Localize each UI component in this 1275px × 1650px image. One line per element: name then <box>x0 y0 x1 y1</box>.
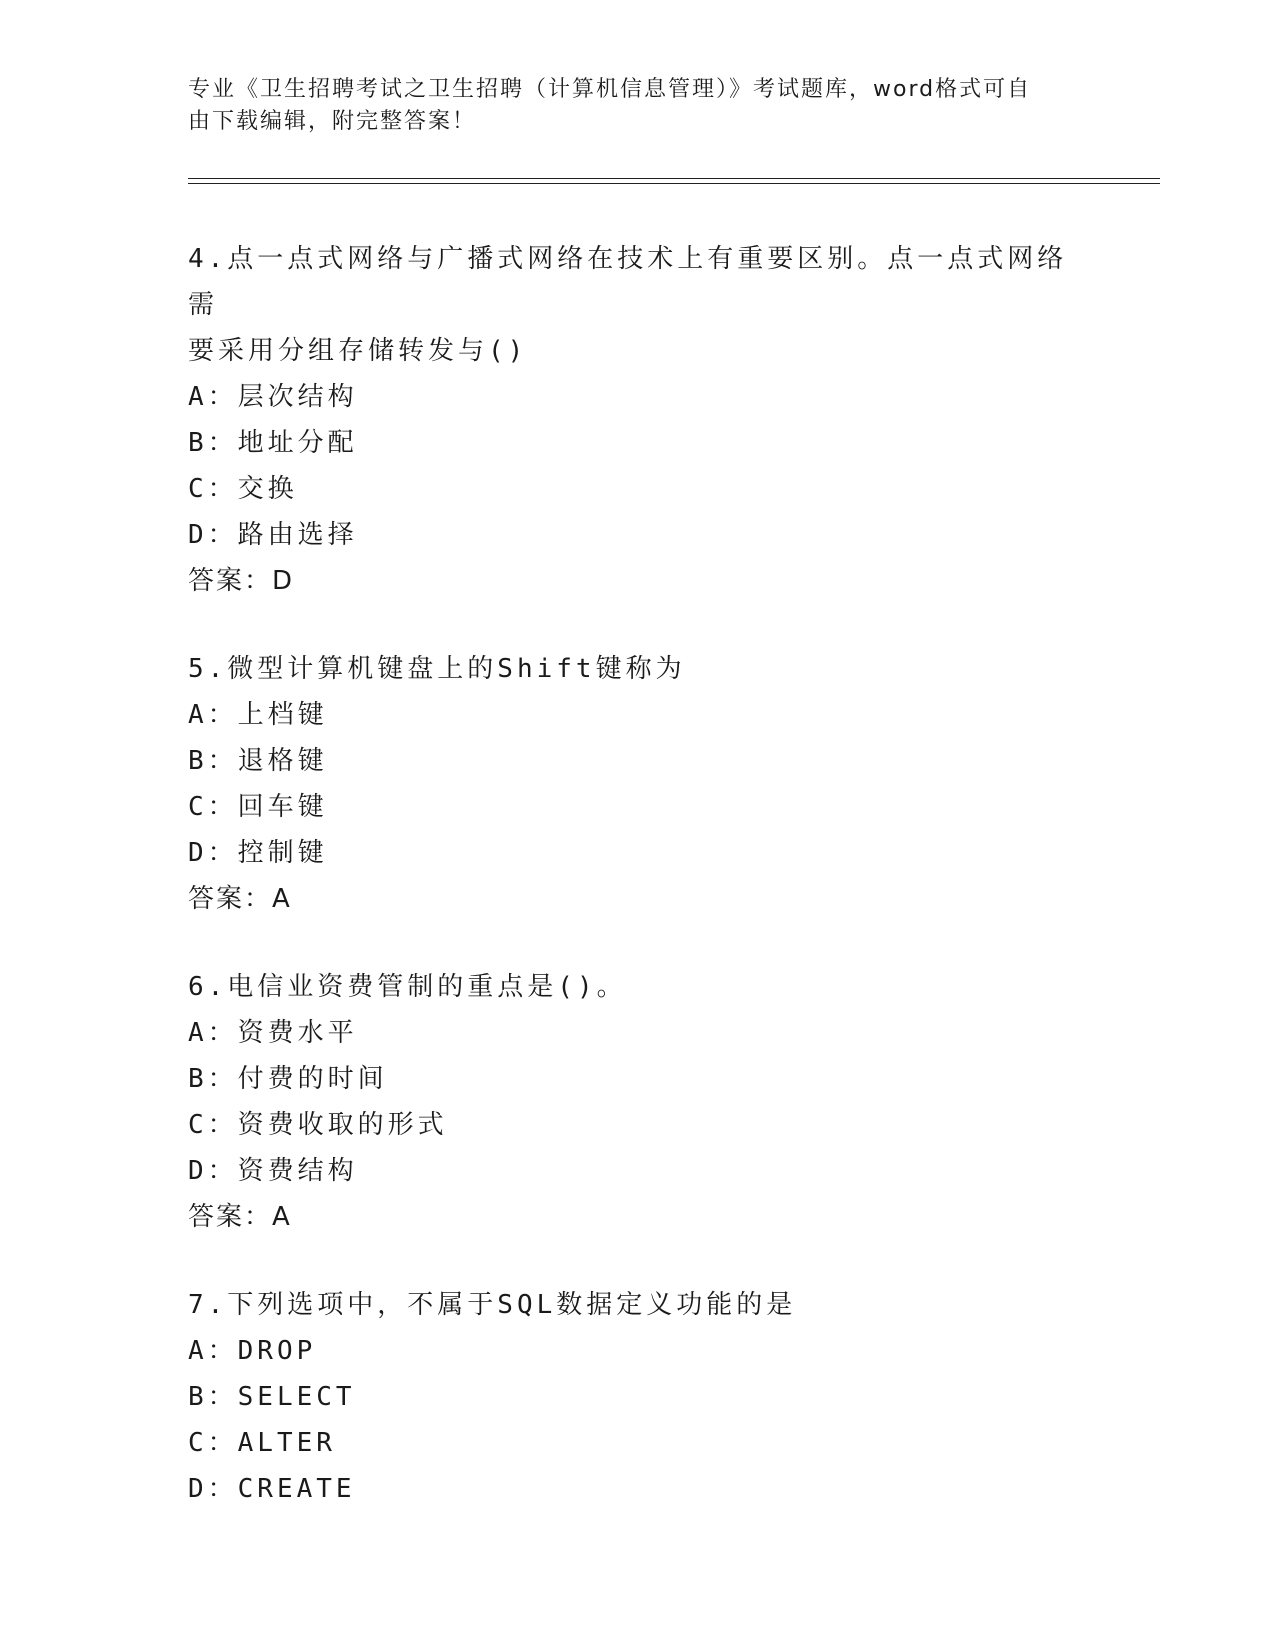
option-c: C：资费收取的形式 <box>188 1110 448 1140</box>
option-b: B：付费的时间 <box>188 1064 388 1094</box>
question-7 <box>188 1282 1088 1512</box>
option-c: C：交换 <box>188 474 298 504</box>
question-stem: 4.点一点式网络与广播式网络在技术上有重要区别。点一点式网络需 <box>188 244 1068 320</box>
option-d: D：控制键 <box>188 838 328 868</box>
question-list <box>188 236 1088 1554</box>
option-d: D：资费结构 <box>188 1156 358 1186</box>
option-b: B：SELECT <box>188 1382 356 1412</box>
answer: 答案：A <box>188 1202 292 1232</box>
answer: 答案：D <box>188 566 295 596</box>
question-6 <box>188 964 1088 1240</box>
question-stem-continued: 要采用分组存储转发与() <box>188 336 528 366</box>
question-stem: 5.微型计算机键盘上的Shift键称为 <box>188 654 686 684</box>
option-d: D：路由选择 <box>188 520 358 550</box>
option-c: C：回车键 <box>188 792 328 822</box>
question-4 <box>188 236 1088 604</box>
option-a: A：资费水平 <box>188 1018 358 1048</box>
option-a: A：DROP <box>188 1336 317 1366</box>
question-5 <box>188 646 1088 922</box>
question-stem: 7.下列选项中，不属于SQL数据定义功能的是 <box>188 1290 797 1320</box>
header-line-1: 专业《卫生招聘考试之卫生招聘（计算机信息管理）》考试题库，word格式可自 <box>188 77 1032 102</box>
option-c: C：ALTER <box>188 1428 336 1458</box>
header-line-2: 由下载编辑，附完整答案！ <box>188 109 477 134</box>
document-header <box>188 74 1068 138</box>
option-b: B：地址分配 <box>188 428 358 458</box>
option-b: B：退格键 <box>188 746 328 776</box>
header-rule-bottom <box>188 183 1160 184</box>
answer: 答案：A <box>188 884 292 914</box>
option-a: A：层次结构 <box>188 382 358 412</box>
header-rule-top <box>188 178 1160 179</box>
question-stem: 6.电信业资费管制的重点是()。 <box>188 972 627 1002</box>
option-a: A：上档键 <box>188 700 328 730</box>
option-d: D：CREATE <box>188 1474 356 1504</box>
